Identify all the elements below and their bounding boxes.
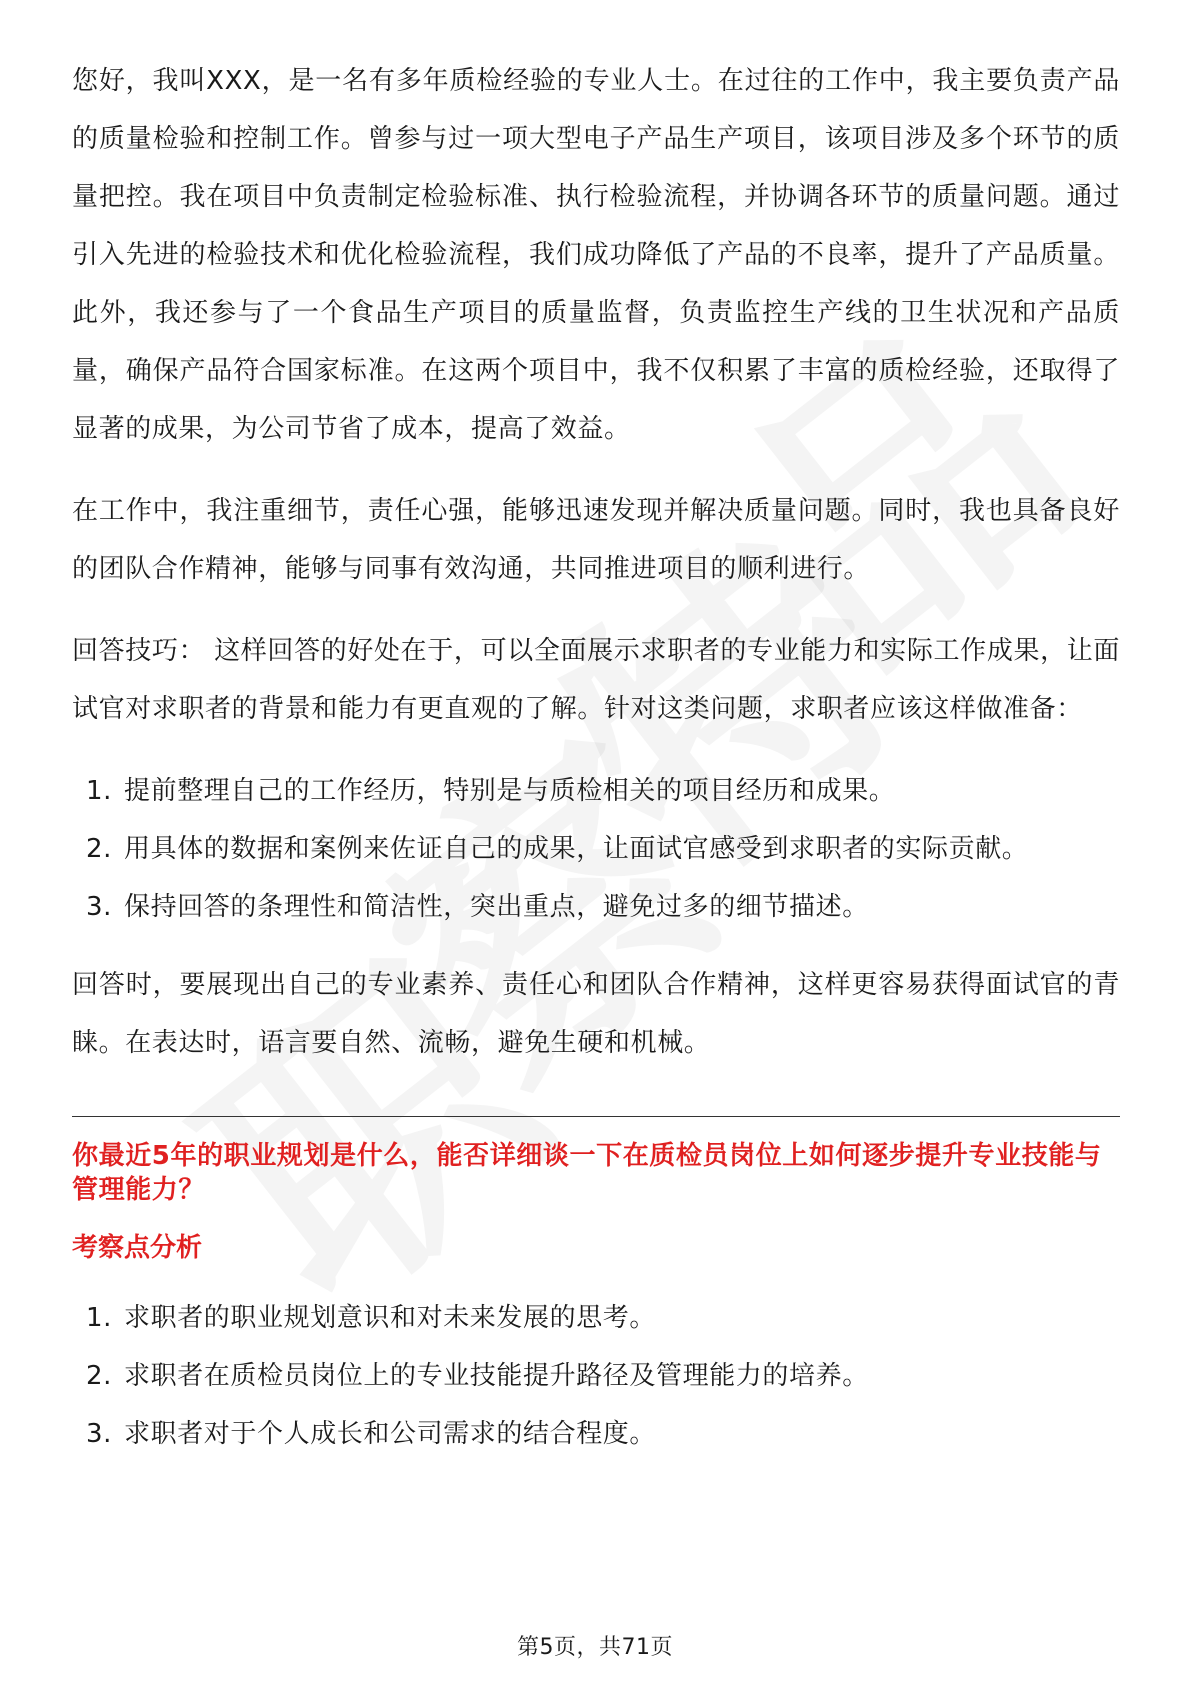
answer-paragraph-2: 在工作中，我注重细节，责任心强，能够迅速发现并解决质量问题。同时，我也具备良好的团队合作精神，能够与同事有效沟通，共同推进项目的顺利进行。 [72, 496, 1120, 584]
list-item-number: 3. [86, 892, 113, 922]
page-content [72, 52, 1120, 1483]
list-item-text: 求职者的职业规划意识和对未来发展的思考。 [124, 1303, 657, 1333]
list-item-text: 求职者对于个人成长和公司需求的结合程度。 [124, 1419, 657, 1449]
list-item-number: 3. [86, 1419, 113, 1449]
page-footer: 第5页，共71页 [517, 1635, 673, 1660]
list-item-number: 2. [86, 1361, 113, 1391]
list-item-text: 保持回答的条理性和简洁性，突出重点，避免过多的细节描述。 [124, 892, 869, 922]
answer-paragraph-1: 您好，我叫XXX，是一名有多年质检经验的专业人士。在过往的工作中，我主要负责产品的质量检验和控制工作。曾参与过一项大型电子产品生产项目，该项目涉及多个环节的质量把控。我在项目中负责制定检验标准、执行检验流程，并协调各环节的质量问题。通过引入先进的检验技术和优化检验流程，我们成功降低了产品的不良率，提升了产品质量。此外，我还参与了一个食品生产项目的质量监督，负责监控生产线的卫生状况和产品质量，确保产品符合国家标准。在这两个项目中，我不仅积累了丰富的质检经验，还取得了显著的成果，为公司节省了成本，提高了效益。 [72, 66, 1120, 444]
analysis-list [72, 1289, 1120, 1463]
list-item [72, 1289, 1120, 1347]
analysis-title: 考察点分析 [72, 1233, 203, 1263]
list-item-text: 求职者在质检员岗位上的专业技能提升路径及管理能力的培养。 [124, 1361, 869, 1391]
list-item-text: 提前整理自己的工作经历，特别是与质检相关的项目经历和成果。 [124, 776, 896, 806]
list-item-number: 1. [86, 1303, 113, 1333]
list-item [72, 1405, 1120, 1463]
list-item-number: 1. [86, 776, 113, 806]
closing-paragraph: 回答时，要展现出自己的专业素养、责任心和团队合作精神，这样更容易获得面试官的青睐。在表达时，语言要自然、流畅，避免生硬和机械。 [72, 970, 1120, 1058]
list-item-number: 2. [86, 834, 113, 864]
section-divider [72, 1116, 1120, 1117]
list-item-text: 用具体的数据和案例来佐证自己的成果，让面试官感受到求职者的实际贡献。 [124, 834, 1029, 864]
answer-tips-intro: 回答技巧： 这样回答的好处在于，可以全面展示求职者的专业能力和实际工作成果，让面试官对求职者的背景和能力有更直观的了解。针对这类问题，求职者应该这样做准备： [72, 636, 1120, 724]
list-item [72, 820, 1120, 878]
tips-list [72, 762, 1120, 936]
list-item [72, 878, 1120, 936]
list-item [72, 762, 1120, 820]
question-heading: 你最近5年的职业规划是什么，能否详细谈一下在质检员岗位上如何逐步提升专业技能与管理能力？ [72, 1141, 1102, 1205]
list-item [72, 1347, 1120, 1405]
